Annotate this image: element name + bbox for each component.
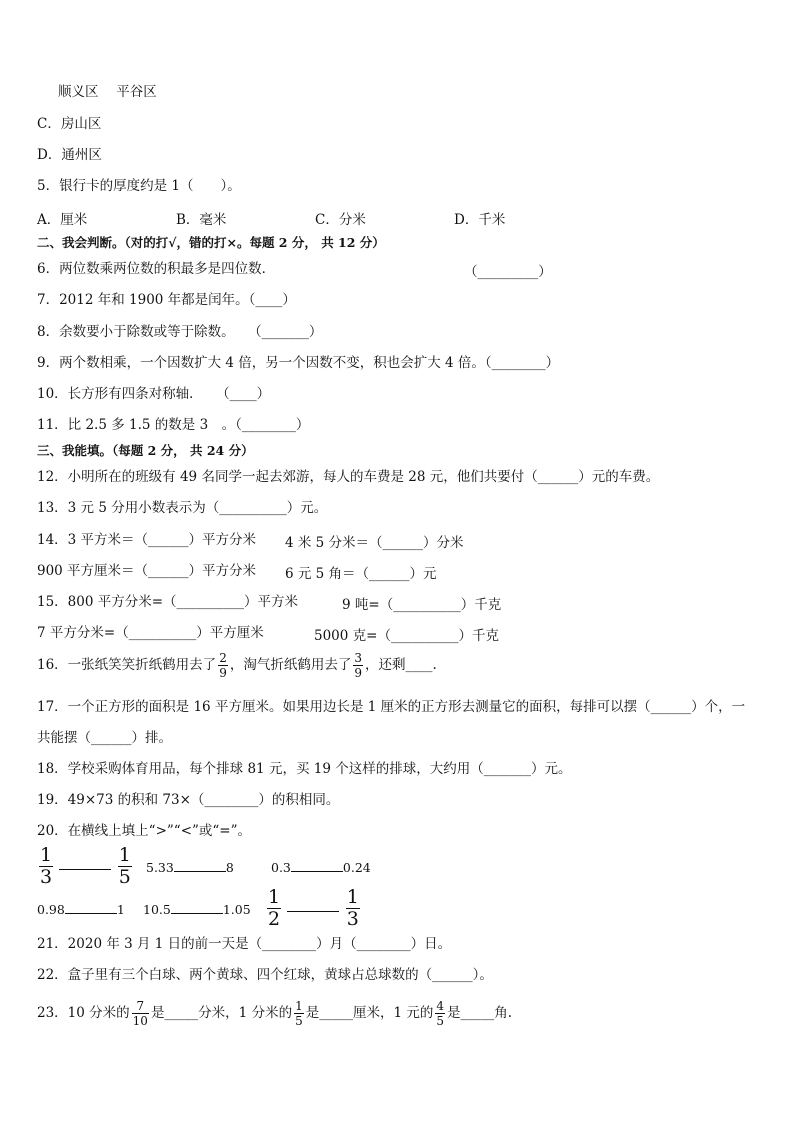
q20-item-b	[146, 858, 234, 875]
q16-text-b: ，淘气折纸鹤用去了	[229, 657, 352, 673]
q20-item-d	[37, 900, 125, 917]
question-14a: 14．3 平方米＝（______）平方分米	[37, 532, 257, 548]
q5-option-b: B．毫米	[176, 212, 227, 228]
q20-f3-den: 2	[268, 908, 281, 930]
q20-b-right: 8	[225, 860, 234, 875]
q20-fraction-2	[118, 846, 132, 887]
question-15a: 15．800 平方分米=（__________）平方米	[37, 594, 299, 610]
q20-f2-den: 5	[118, 866, 131, 888]
q20-f4-num: 1	[346, 886, 359, 908]
q23-f3-num: 4	[436, 999, 444, 1013]
q20-f3-num: 1	[268, 886, 281, 908]
q20-fraction-1	[39, 846, 53, 887]
question-22: 22．盒子里有三个白球、两个黄球、四个红球，黄球占总球数的（______）。	[37, 967, 493, 983]
q20-fraction-4	[346, 888, 360, 929]
question-15c: 7 平方分米=（__________）平方厘米	[37, 625, 264, 641]
question-6: 6．两位数乘两位数的积最多是四位数．	[37, 261, 276, 277]
q5-option-a: A．厘米	[37, 212, 88, 228]
question-23	[37, 1000, 512, 1027]
section-3-heading: 三、我能填。（每题 2 分， 共 24 分）	[37, 443, 254, 458]
q16-f1-num: 2	[219, 651, 227, 665]
q20-fraction-3	[267, 888, 281, 929]
q20-blank-1	[59, 856, 111, 870]
q20-e-right: 1.05	[222, 902, 251, 917]
q16-f1-den: 9	[219, 666, 227, 680]
option-d: D．通州区	[37, 147, 102, 163]
question-20: 20．在横线上填上“>”“<”或“=”。	[37, 823, 252, 839]
q23-fraction-1	[132, 1000, 149, 1027]
q20-blank-5	[171, 900, 223, 914]
q16-text-c: ，还剩____.	[364, 657, 437, 673]
q20-item-e	[143, 900, 251, 917]
option-c: C．房山区	[37, 116, 102, 132]
q20-blank-4	[65, 900, 117, 914]
q20-f1-num: 1	[40, 844, 53, 866]
question-9: 9．两个数相乘，一个因数扩大 4 倍，另一个因数不变，积也会扩大 4 倍。（________）	[37, 355, 560, 371]
q5-option-d: D．千米	[454, 212, 506, 228]
option-line-districts: 顺义区 平谷区	[58, 84, 157, 100]
q16-f2-num: 3	[354, 651, 362, 665]
question-13: 13．3 元 5 分用小数表示为（__________）元。	[37, 500, 328, 516]
q16-text-a: 16．一张纸笑笑折纸鹤用去了	[37, 657, 217, 673]
q20-item-c	[271, 858, 371, 875]
question-6-blank: （_________）	[464, 264, 552, 280]
q23-f1-den: 10	[132, 1014, 148, 1028]
q23-f3-den: 5	[436, 1014, 444, 1028]
q23-text-d: 是_____角.	[447, 1005, 513, 1021]
q16-fraction-2	[353, 652, 363, 679]
q16-fraction-1	[218, 652, 228, 679]
question-15d: 5000 克=（__________）千克	[314, 628, 499, 644]
question-17b: 共能摆（______）排。	[37, 730, 172, 746]
q20-e-left: 10.5	[143, 902, 171, 917]
question-5: 5．银行卡的厚度约是 1（ ）。	[37, 178, 241, 194]
question-8: 8．余数要小于除数或等于除数。 （_______）	[37, 324, 323, 340]
question-21: 21．2020 年 3 月 1 日的前一天是（________）月（________）日。	[37, 936, 452, 952]
question-16	[37, 652, 437, 679]
question-10: 10．长方形有四条对称轴． （____）	[37, 386, 271, 402]
q23-text-b: 是_____分米，1 分米的	[150, 1005, 293, 1021]
q23-f2-num: 1	[295, 999, 303, 1013]
q20-d-left: 0.98	[37, 902, 65, 917]
question-19: 19．49×73 的积和 73×（________）的积相同。	[37, 792, 340, 808]
question-7: 7．2012 年和 1900 年都是闰年。（____）	[37, 292, 296, 308]
q20-c-left: 0.3	[271, 860, 291, 875]
question-15b: 9 吨=（__________）千克	[342, 597, 502, 613]
q20-c-right: 0.24	[342, 860, 371, 875]
section-2-heading: 二、我会判断。（对的打√，错的打×。每题 2 分， 共 12 分）	[37, 235, 385, 250]
q20-f4-den: 3	[346, 908, 359, 930]
q20-blank-6	[287, 898, 339, 912]
q20-blank-3	[291, 858, 343, 872]
q23-f2-den: 5	[295, 1014, 303, 1028]
q16-f2-den: 9	[354, 666, 362, 680]
q23-fraction-2	[294, 1000, 304, 1027]
q23-text-c: 是_____厘米，1 元的	[305, 1005, 434, 1021]
question-18: 18．学校采购体育用品，每个排球 81 元，买 19 个这样的排球，大约用（_______）元。	[37, 761, 572, 777]
q5-option-c: C．分米	[315, 212, 366, 228]
q20-f1-den: 3	[40, 866, 53, 888]
question-11: 11．比 2.5 多 1.5 的数是 3 。（________）	[37, 417, 310, 433]
q20-item-f	[265, 888, 362, 929]
q20-f2-num: 1	[118, 844, 131, 866]
q23-f1-num: 7	[132, 1000, 149, 1014]
question-14c: 900 平方厘米＝（______）平方分米	[37, 563, 257, 579]
question-12: 12．小明所在的班级有 49 名同学一起去郊游，每人的车费是 28 元，他们共要付（______）元的车费。	[37, 469, 660, 485]
q20-d-right: 1	[116, 902, 125, 917]
q23-text-a: 23．10 分米的	[37, 1005, 130, 1021]
q20-row-1	[37, 846, 134, 887]
question-17a: 17．一个正方形的面积是 16 平方厘米。如果用边长是 1 厘米的正方形去测量它的面积，每排可以摆（______）个，一	[37, 699, 746, 715]
question-14d: 6 元 5 角＝（______）元	[285, 566, 437, 582]
q23-fraction-3	[435, 1000, 445, 1027]
q20-blank-2	[174, 858, 226, 872]
question-14b: 4 米 5 分米＝（______）分米	[285, 535, 464, 551]
q20-b-left: 5.33	[146, 860, 174, 875]
